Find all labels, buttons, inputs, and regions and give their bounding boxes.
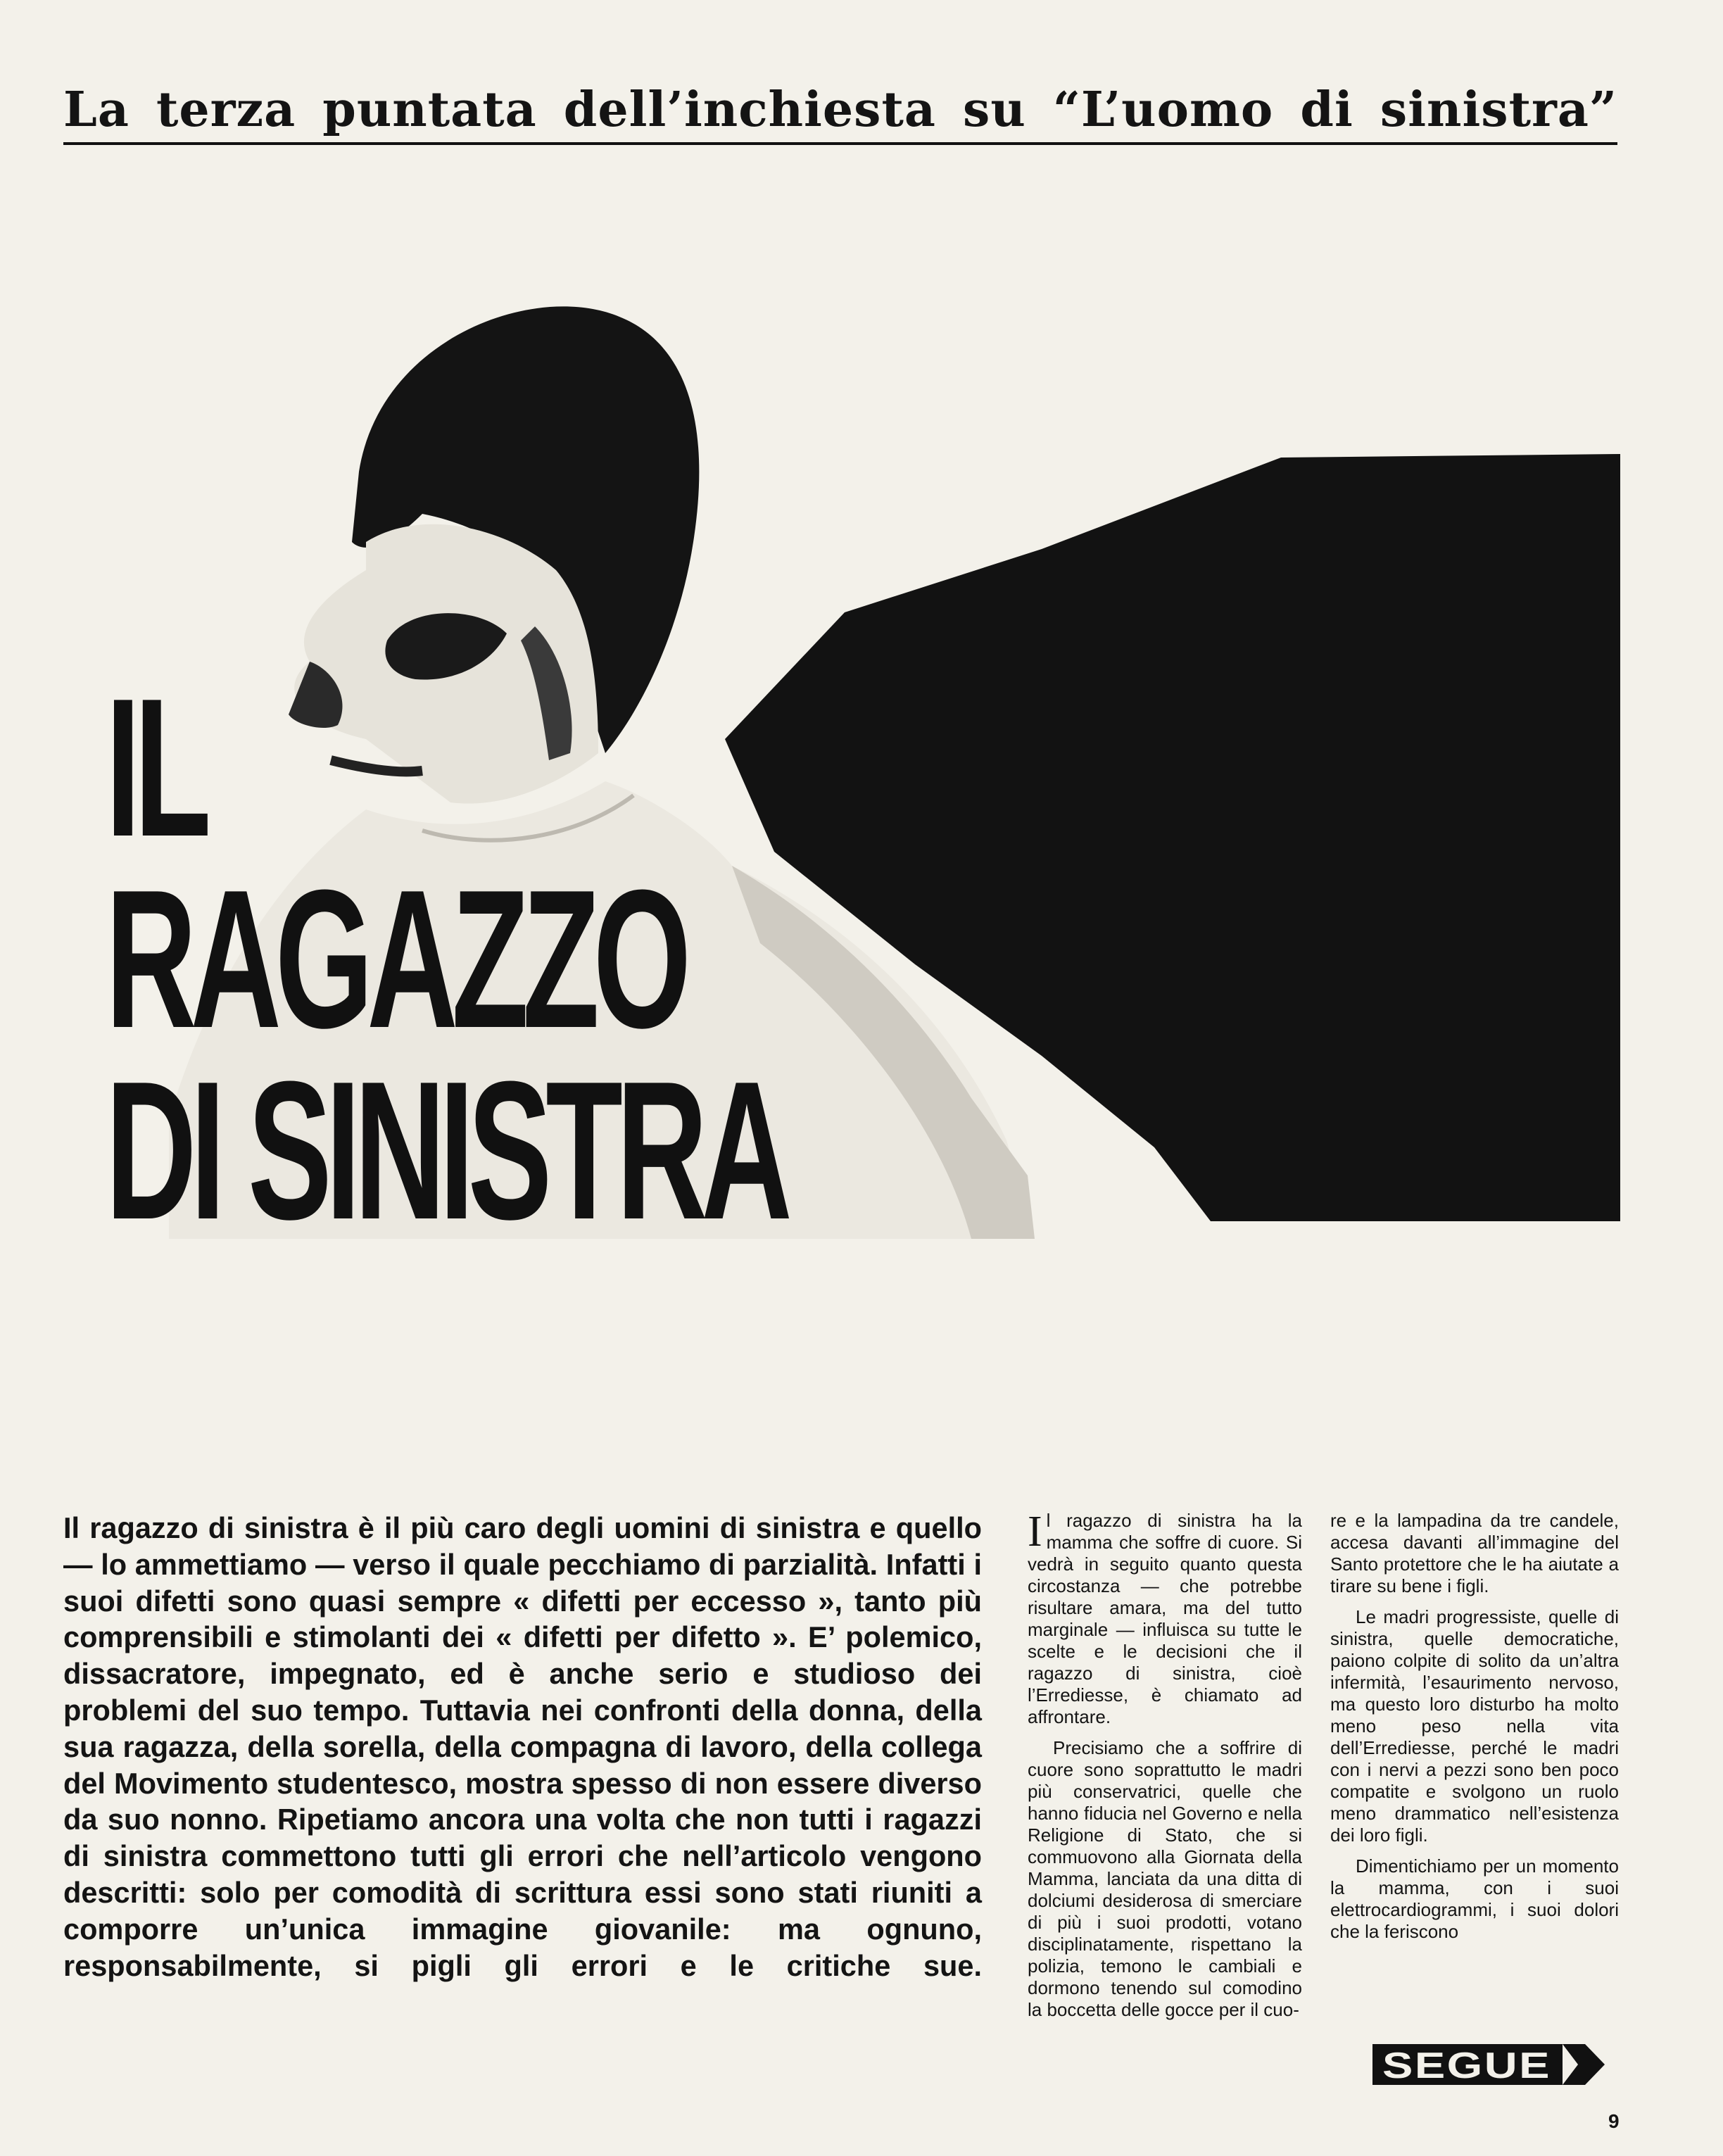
paragraph [1028,1510,1302,1728]
body-column-2 [1330,1510,1619,1952]
kicker-text: La terza puntata dell’inchiesta su “L’uomo di sinistra” [63,82,1617,138]
page-number: 9 [1608,2110,1620,2132]
segue-badge [1372,2041,1612,2088]
article-intro: Il ragazzo di sinistra è il più caro degli uomini di sinistra e quello — lo ammettiamo — verso il quale pecchiamo di parzialità. Infatti i suoi difetti sono quasi sempre « difetti per eccesso », tanto più comprensibili e stimolanti dei « difetti per difetto ». E’ polemico, dissacratore, impegnato, ed è anche serio e studioso dei problemi del suo tempo. Tuttavia nei confronti della donna, della sua ragazza, della sorella, della compagna di lavoro, della collega del Movimento studentesco, mostra spesso di non essere diverso da suo nonno. Ripetiamo ancora una volta che non tutti i ragazzi di sinistra commettono tutti gli errori che nell’articolo vengono descritti: solo per comodità di scrittura essi sono stati riuniti a comporre un’unica immagine giovanile: ma ognuno, responsabilmente, si pigli gli errori e le critiche sue. [63,1511,982,1982]
body-column-1 [1028,1510,1302,2030]
headline-line-3: DI SINISTRA [106,1041,786,1261]
paragraph: Le madri progressiste, quelle di sinistra, quelle democratiche, paiono colpite di solito da un’altra infermità, l’esaurimento nervoso, ma questo loro disturbo ha molto meno peso nella vita dell’Errediesse, perché le madri con i nervi a pezzi sono ben poco compatite e svolgono un ruolo meno drammatico nell’esistenza dei loro figli. [1330,1606,1619,1846]
paragraph-text: l ragazzo di sinistra ha la mamma che soffre di cuore. Si vedrà in seguito quanto questa circostanza — che potrebbe risultare amara, ma del tutto marginale — influisca su tutte le scelte e le decisioni che il ragazzo di sinistra, cioè l’Errediesse, è chiamato ad affrontare. [1028,1510,1302,1727]
segue-label: SEGUE [1382,2045,1551,2086]
headline-line-2: RAGAZZO [106,850,686,1069]
drop-cap: I [1028,1508,1042,1556]
arrow-right-icon [1563,2044,1605,2085]
headline-line-1: IL [106,658,206,878]
paragraph: Dimentichiamo per un momento la mamma, con i suoi elettrocardiogrammi, i suoi dolori che la feriscono [1330,1855,1619,1942]
paragraph: re e la lampadina da tre candele, accesa davanti all’immagine del Santo protettore che le ha aiutate a tirare su bene i figli. [1330,1510,1619,1596]
article-kicker [63,77,1617,145]
article-headline [106,658,1169,1261]
paragraph: Precisiamo che a soffrire di cuore sono soprattutto le madri più conservatrici, quelle che hanno fiducia nel Governo e nella Religione di Stato, che si commuovono alla Giornata della Mamma, lanciata da una ditta di dolciumi desiderosa di smerciare di più i suoi prodotti, votano disciplinatamente, rispettano la polizia, temono le cambiali e dormono tenendo sul comodino la boccetta delle gocce per il cuo- [1028,1737,1302,2020]
